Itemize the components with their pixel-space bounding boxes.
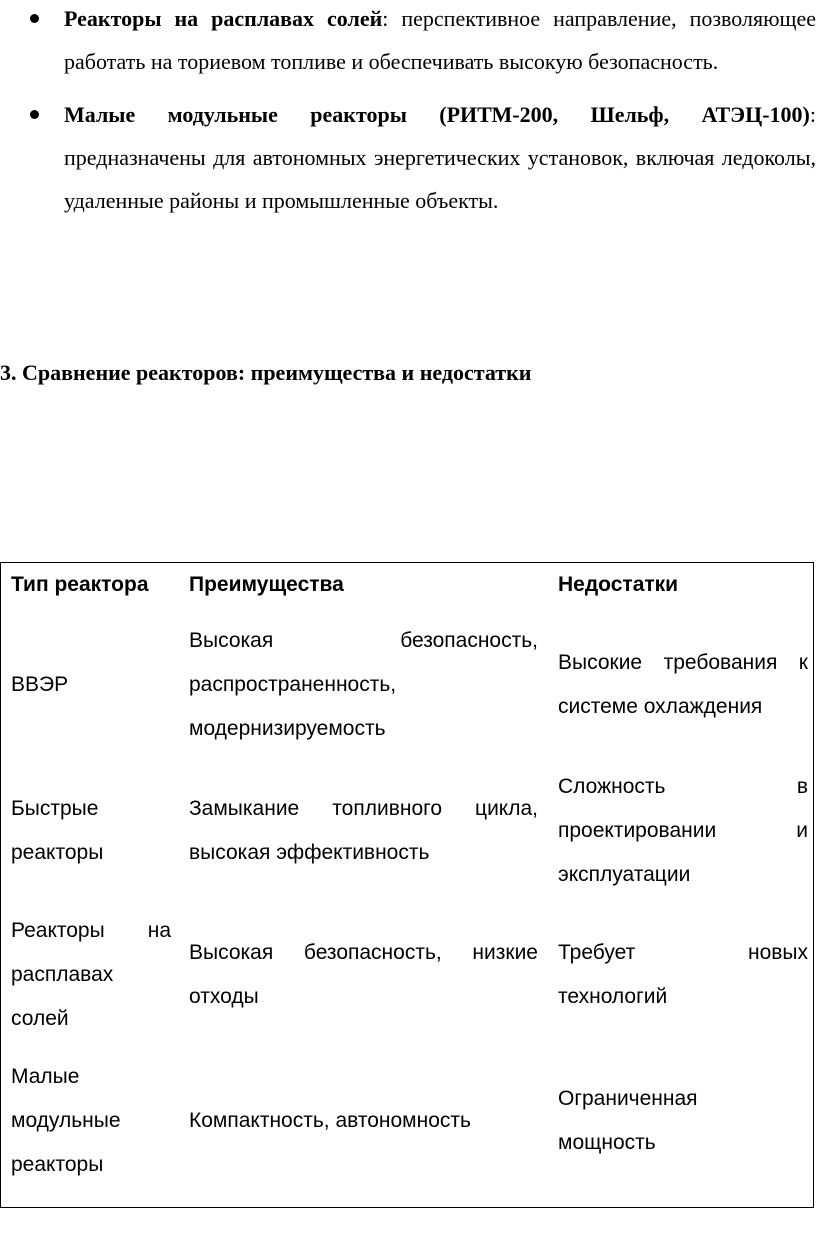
header-cons: Недостатки: [558, 573, 679, 596]
table-row: [1, 909, 813, 1041]
cell-cons: Ограниченная мощность: [558, 1087, 698, 1154]
cell-pros: Компактность, автономность: [189, 1109, 471, 1132]
cell-cons: Требует новых технологий: [558, 941, 808, 1008]
comparison-table: [0, 562, 814, 1208]
bullet-item-msr: [30, 0, 816, 83]
cell-type: Малые модульные реакторы: [11, 1065, 121, 1176]
cell-pros: Высокая безопасность, распространенность, модернизируемость: [189, 629, 538, 740]
cell-pros: Замыкание топливного цикла, высокая эффективность: [189, 797, 538, 864]
bullet-dot-icon: [30, 14, 39, 23]
header-type: Тип реактора: [11, 573, 149, 596]
table-row: [1, 765, 813, 897]
table-row: [1, 619, 813, 751]
bullet-title: Реакторы на расплавах солей: [64, 6, 383, 31]
cell-cons: Высокие требования к системе охлаждения: [558, 651, 808, 718]
bullet-list: [30, 0, 816, 222]
table-row: [1, 1055, 813, 1187]
table-header-row: [1, 563, 813, 607]
header-pros: Преимущества: [189, 573, 344, 596]
section-heading: 3. Сравнение реакторов: преимущества и недостатки: [0, 360, 532, 385]
cell-type: Реакторы на расплавах солей: [11, 919, 171, 1030]
bullet-text: : предназначены для автономных энергетических установок, включая ледоколы, удаленные районы и промышленные объекты.: [64, 102, 816, 213]
bullet-title: Малые модульные реакторы (РИТМ-200, Шельф, АТЭЦ-100): [64, 102, 810, 127]
cell-cons: Сложность в проектировании и эксплуатации: [558, 775, 808, 886]
cell-type: Быстрые реакторы: [11, 797, 104, 864]
bullet-text: : перспективное направление, позволяющее работать на ториевом топливе и обеспечивать высокую безопасность.: [64, 6, 816, 74]
bullet-dot-icon: [30, 110, 39, 119]
bullet-item-smr: [30, 93, 816, 222]
cell-pros: Высокая безопасность, низкие отходы: [189, 941, 538, 1008]
cell-type: ВВЭР: [11, 673, 69, 696]
